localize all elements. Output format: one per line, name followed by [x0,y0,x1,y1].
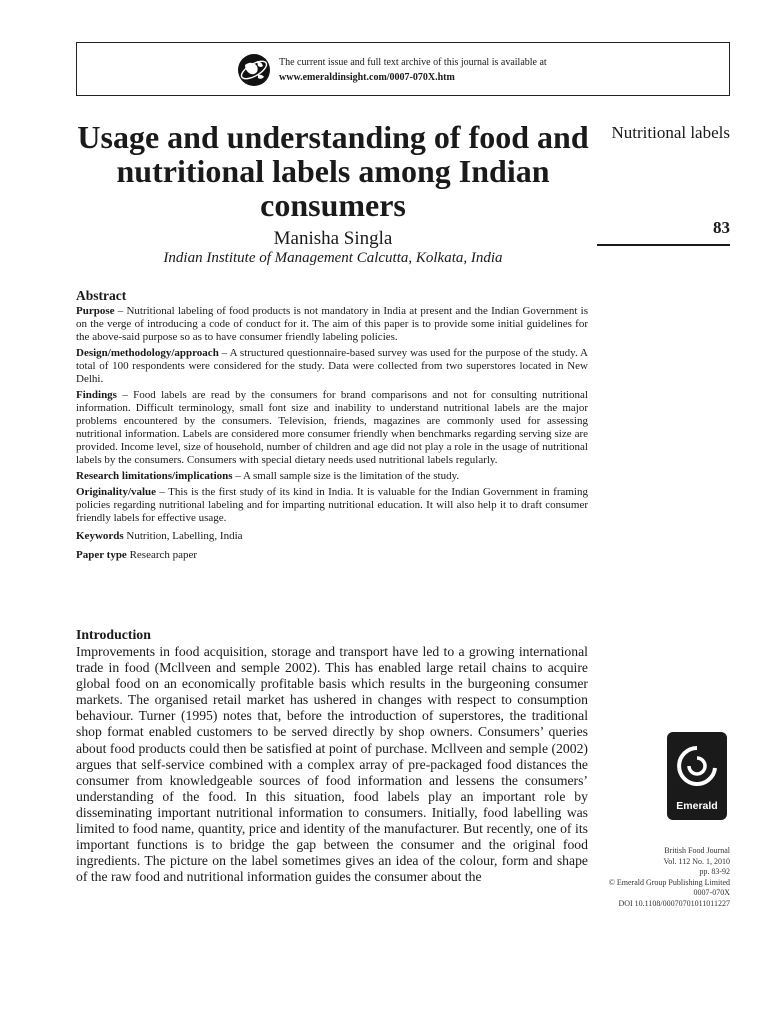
running-head: Nutritional labels [611,123,730,142]
abstract-limitations: Research limitations/implications – A small sample size is the limitation of the study. [76,470,460,482]
globe-icon [237,53,271,87]
abstract-keywords: Keywords Nutrition, Labelling, India [76,530,243,542]
emerald-logo [667,732,727,820]
emerald-logo-icon [675,744,719,794]
journal-url[interactable]: www.emeraldinsight.com/0007-070X.htm [279,72,455,83]
citation-doi: DOI 10.1108/00070701011011227 [618,898,730,908]
abstract-findings: Findings – Food labels are read by the consumers for brand comparisons and not for consulting nutritional information. Difficult terminology, small font size and inability to understand nutritional labels are the major problems encountered by the consumers. Television, friends, magazines are commonly used for assessing nutritional information. Labels are considered more consumer friendly when benchmarks regarding serving size are provided. Income level, size of household, number of children and age did not play a role in the usage of nutritional labels by the consumers. Consumers with special dietary needs used nutritional labels regularly. [76,389,588,466]
introduction-section [76,625,588,885]
article-title: Usage and understanding of food and nutritional labels among Indian consumers [77,119,589,223]
introduction-heading: Introduction [76,627,151,642]
notice-text: The current issue and full text archive of this journal is available at [279,57,547,68]
citation-issn: 0007-070X [693,888,730,897]
citation-pages: pp. 83-92 [699,867,730,876]
side-rule [597,244,730,246]
abstract-purpose: Purpose – Nutritional labeling of food products is not mandatory in India at present and the Indian Government is on the verge of introducing a code of conduct for it. The aim of this paper is to provide some initial guidelines for the above-said purpose so as to have consumer friendly labeling policies. [76,305,588,343]
introduction-body: Improvements in food acquisition, storage and transport have led to a growing international trade in food (Mcllveen and semple 2002). This has enabled large retail chains to acquire global food on an economically profitable basis which results in the burgeoning consumer markets. The organised retail market has ushered in changes with respect to consumption behaviour. Turner (1995) notes that, before the introduction of superstores, the traditional shop format enabled customers to be served directly by shop owners. Consumers’ queries about food products could then be satisfied at point of purchase. Mcllveen and semple (2002) argues that self-service combined with a complex array of pre-packaged food distances the consumer from knowledgeable sources of food information and lessens the consumers’ understanding of the food. In this situation, food labels play an important role by disseminating important nutritional information to consumers. Initially, food labelling was limited to food name, quantity, price and identity of the manufacturer. But recently, one of its important functions is to bridge the gap between the consumer and the original food ingredients. The picture on the label sometimes gives an idea of the colour, form and shape of the raw food and nutritional information guides the consumer about the [76,644,588,885]
abstract-section [76,289,588,562]
emerald-logo-text: Emerald [676,800,718,812]
abstract-design: Design/methodology/approach – A structured questionnaire-based survey was used for the purpose of the study. A total of 100 respondents were considered for the study. Data were collected from two superstores located in New Delhi. [76,347,588,385]
abstract-heading: Abstract [76,288,127,303]
author-name: Manisha Singla [273,228,393,249]
page-number: 83 [713,218,730,237]
abstract-paper-type: Paper type Research paper [76,549,198,561]
citation-volume: Vol. 112 No. 1, 2010 [663,856,730,866]
citation-publisher: © Emerald Group Publishing Limited [608,877,730,887]
citation-journal: British Food Journal [664,846,730,855]
citation-block [590,846,730,909]
abstract-originality: Originality/value – This is the first study of its kind in India. It is valuable for the Indian Government in framing policies regarding nutritional labeling and for imparting nutritional education. It will also help it to draft consumer friendly labels for effective usage. [76,486,588,524]
author-affiliation: Indian Institute of Management Calcutta, Kolkata, India [163,250,503,266]
journal-notice-box [76,42,730,96]
